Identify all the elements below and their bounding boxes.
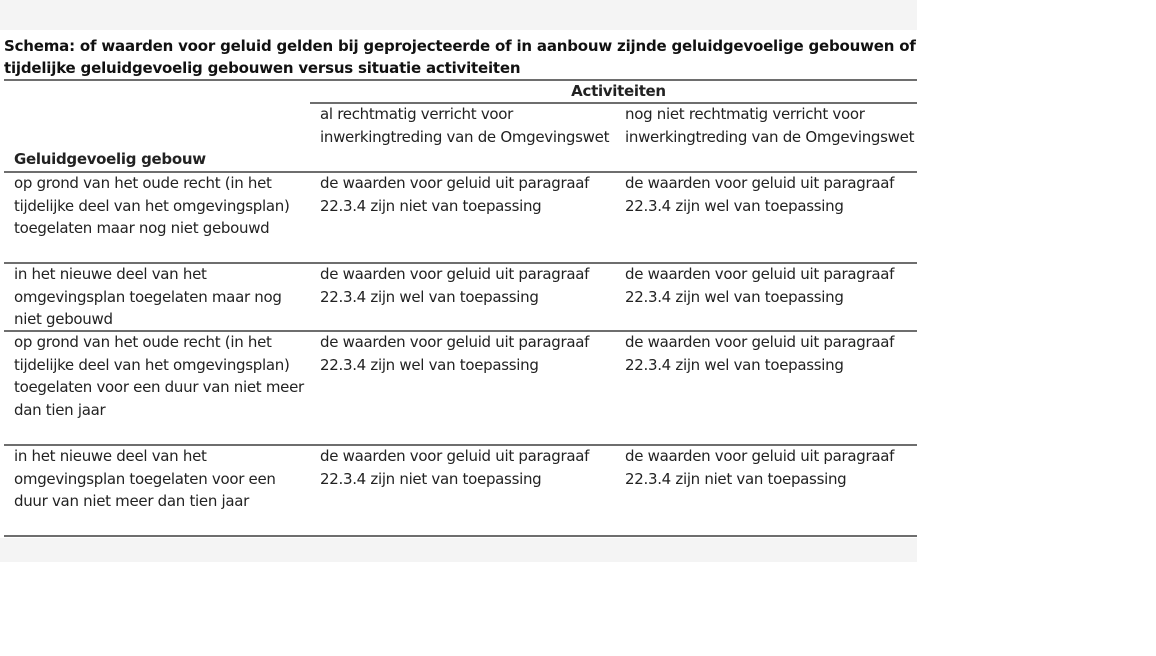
row-4-building: in het nieuwe deel van het omgevingsplan toegelaten voor een duur van niet meer dan tien jaar — [14, 447, 276, 511]
row-2-already-lawful: de waarden voor geluid uit paragraaf 22.3.4 zijn wel van toepassing — [320, 265, 590, 306]
top-margin — [0, 0, 917, 30]
column-header-not-yet-lawful: nog niet rechtmatig verricht voor inwerkingtreding van de Omgevingswet — [625, 105, 915, 146]
row-3-already-lawful: de waarden voor geluid uit paragraaf 22.3.4 zijn wel van toepassing — [320, 333, 590, 374]
row-3-not-yet-lawful: de waarden voor geluid uit paragraaf 22.3.4 zijn wel van toepassing — [625, 333, 895, 374]
row-1-building: op grond van het oude recht (in het tijdelijke deel van het omgevingsplan) toegelaten maar nog niet gebouwd — [14, 174, 290, 238]
group-header-activiteiten: Activiteiten — [571, 82, 666, 100]
row-2-building: in het nieuwe deel van het omgevingsplan toegelaten maar nog niet gebouwd — [14, 265, 282, 329]
row-4-not-yet-lawful: de waarden voor geluid uit paragraaf 22.3.4 zijn niet van toepassing — [625, 447, 895, 488]
table-bottom-rule — [4, 535, 917, 537]
column-header-already-lawful: al rechtmatig verricht voor inwerkingtreding van de Omgevingswet — [320, 105, 610, 146]
table-title: Schema: of waarden voor geluid gelden bij geprojecteerde of in aanbouw zijnde geluidgevoelige gebouwen of tijdelijke geluidgevoelig gebouwen versus situatie activiteiten — [4, 37, 916, 77]
row-4-already-lawful: de waarden voor geluid uit paragraaf 22.3.4 zijn niet van toepassing — [320, 447, 590, 488]
bottom-margin — [0, 538, 917, 562]
row-3-building: op grond van het oude recht (in het tijdelijke deel van het omgevingsplan) toegelaten voor een duur van niet meer dan tien jaar — [14, 333, 304, 419]
row-1-not-yet-lawful: de waarden voor geluid uit paragraaf 22.3.4 zijn wel van toepassing — [625, 174, 895, 215]
row-2-not-yet-lawful: de waarden voor geluid uit paragraaf 22.3.4 zijn wel van toepassing — [625, 265, 895, 306]
column-header-building: Geluidgevoelig gebouw — [14, 150, 206, 168]
row-1-already-lawful: de waarden voor geluid uit paragraaf 22.3.4 zijn niet van toepassing — [320, 174, 590, 215]
